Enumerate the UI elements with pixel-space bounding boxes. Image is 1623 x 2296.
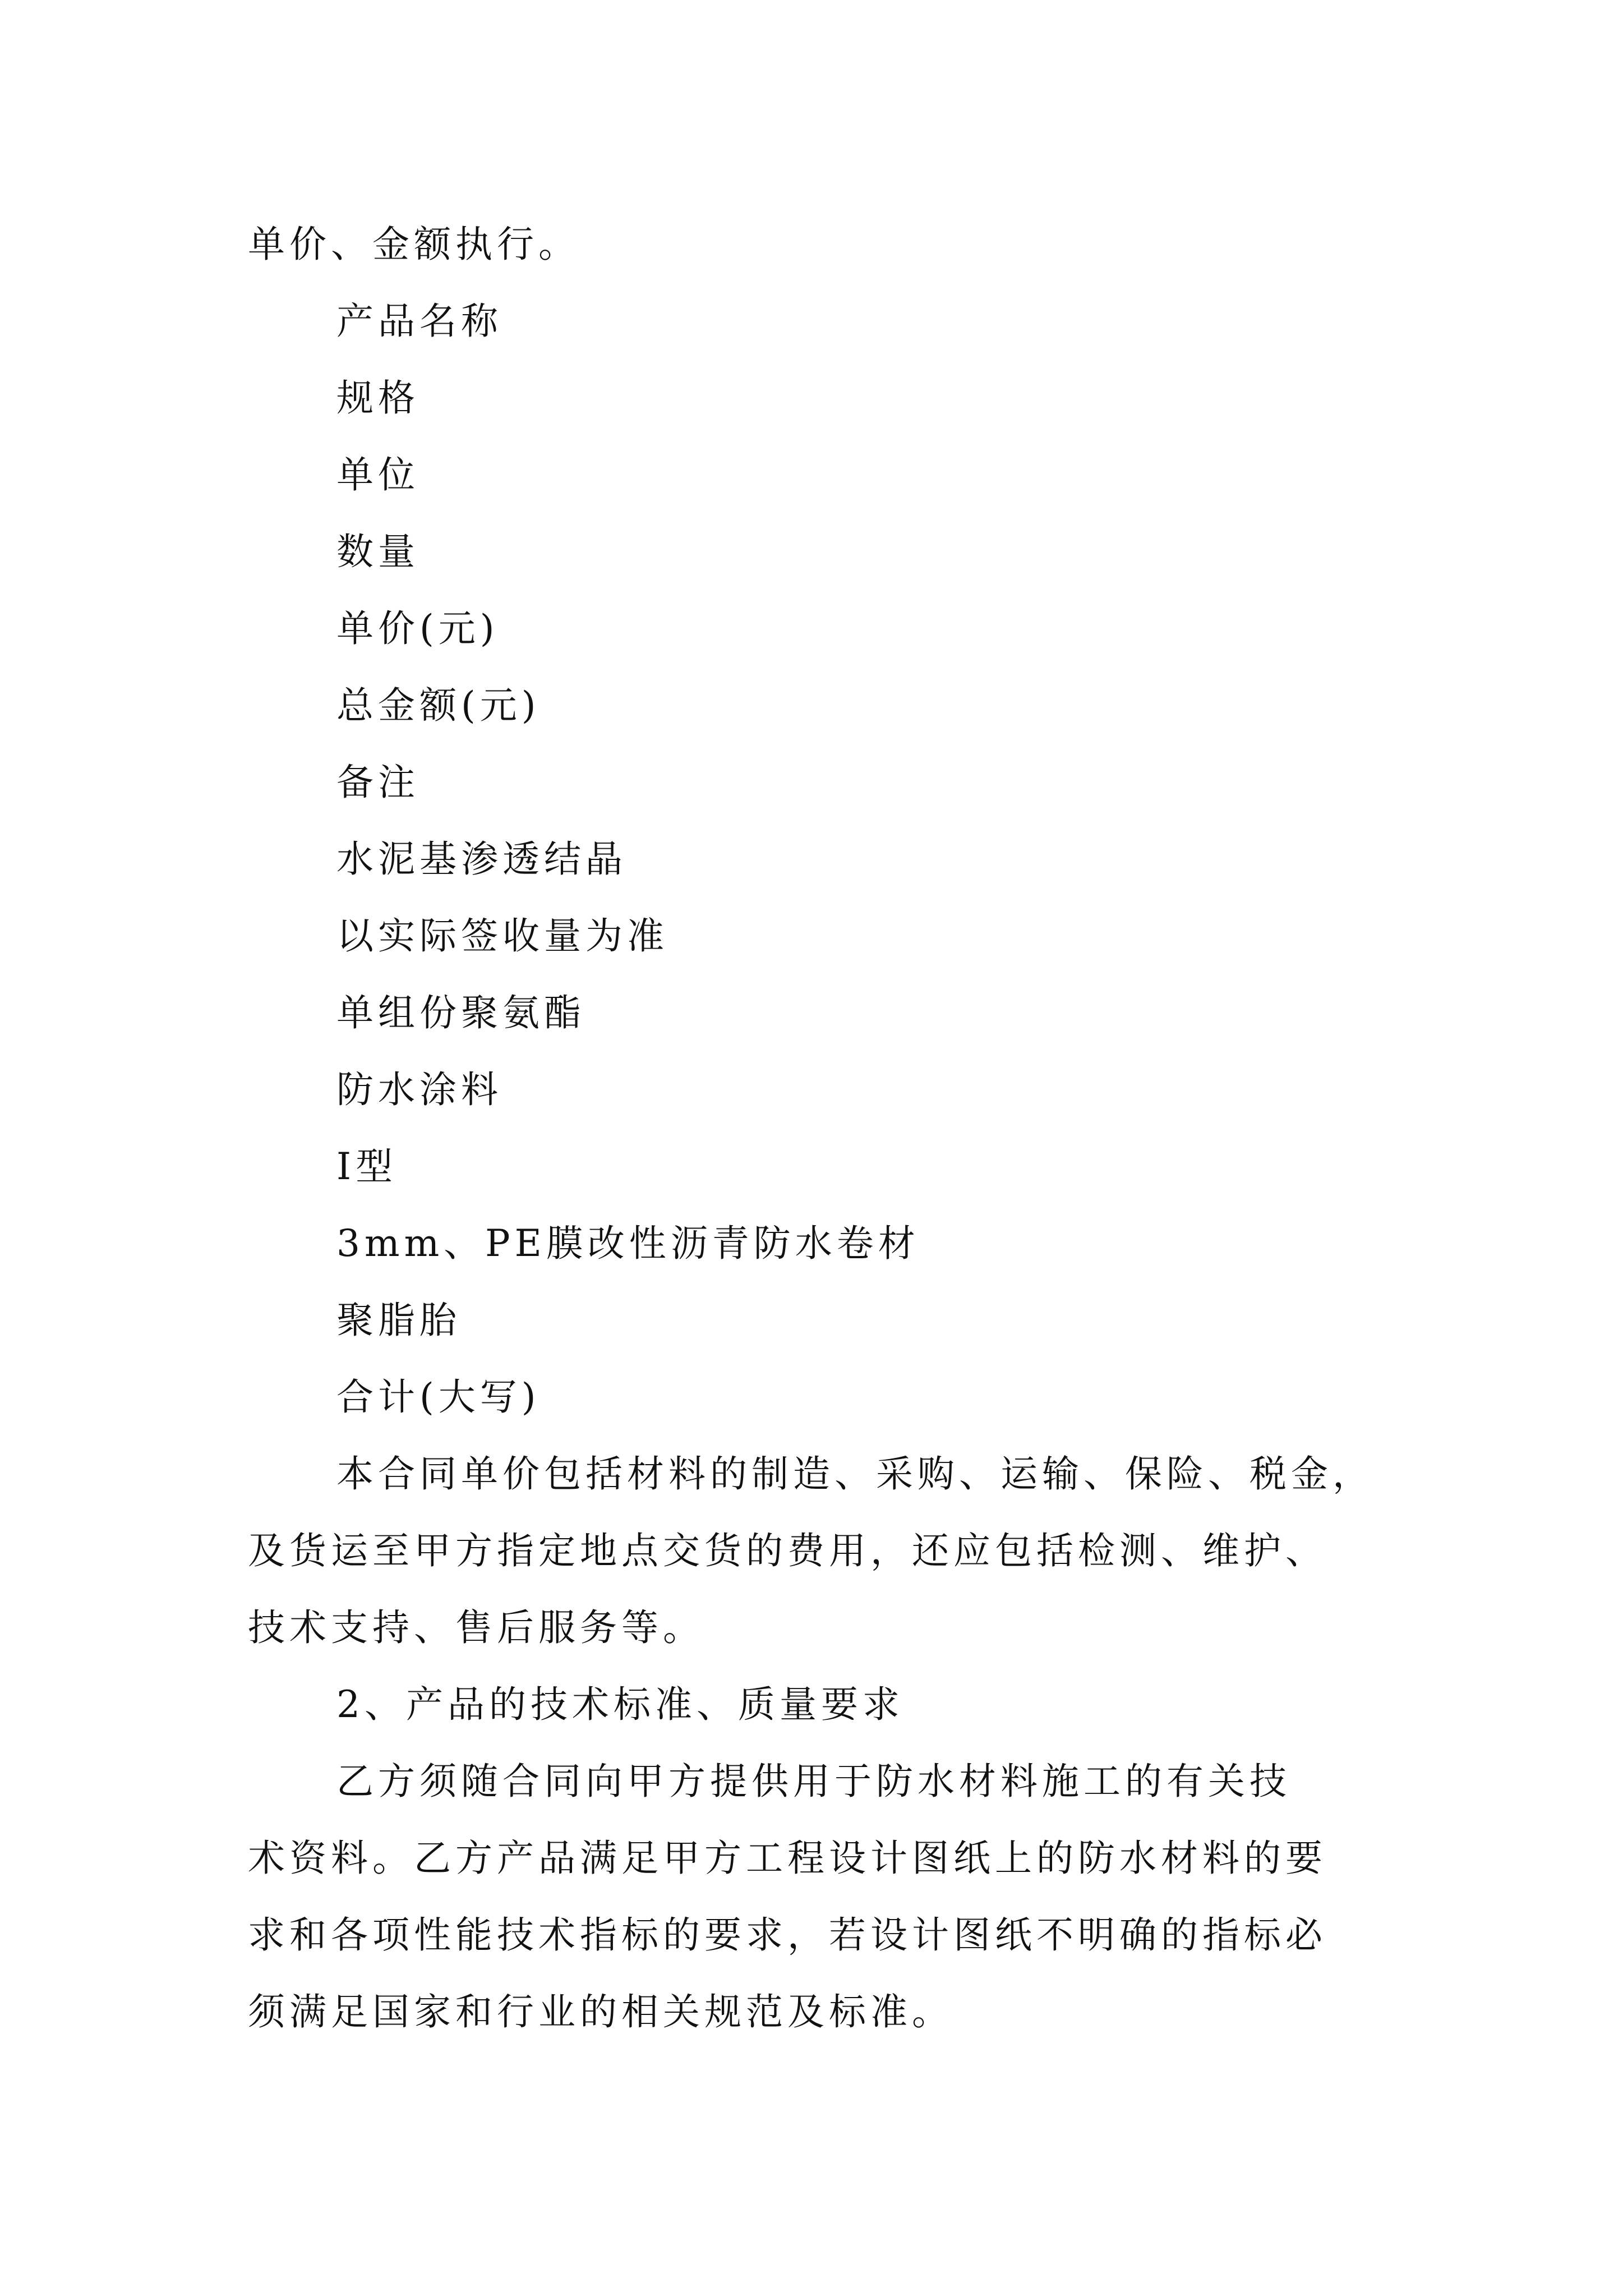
text-line-22: 术资料。乙方产品满足甲方工程设计图纸上的防水材料的要 xyxy=(248,1837,1327,1880)
text-line-6: 单价(元) xyxy=(336,607,499,650)
text-line-24: 须满足国家和行业的相关规范及标准。 xyxy=(248,1990,953,2033)
text-line-13: Ⅰ型 xyxy=(336,1145,398,1188)
text-line-16: 合计(大写) xyxy=(336,1375,541,1419)
text-line-3: 规格 xyxy=(336,376,419,420)
text-line-23: 求和各项性能技术指标的要求，若设计图纸不明确的指标必 xyxy=(248,1913,1327,1957)
text-line-20: 2、产品的技术标准、质量要求 xyxy=(336,1683,904,1726)
text-line-21: 乙方须随合同向甲方提供用于防水材料施工的有关技 xyxy=(336,1760,1291,1803)
text-line-9: 水泥基渗透结晶 xyxy=(336,838,627,881)
text-line-10: 以实际签收量为准 xyxy=(336,914,668,958)
text-line-4: 单位 xyxy=(336,453,419,496)
text-line-15: 聚脂胎 xyxy=(336,1299,461,1342)
text-line-17: 本合同单价包括材料的制造、采购、运输、保险、税金， xyxy=(336,1452,1374,1496)
text-line-19: 技术支持、售后服务等。 xyxy=(248,1606,704,1649)
text-line-18: 及货运至甲方指定地点交货的费用，还应包括检测、维护、 xyxy=(248,1529,1327,1572)
text-line-2: 产品名称 xyxy=(336,300,502,343)
text-line-12: 防水涂料 xyxy=(336,1068,502,1111)
text-line-8: 备注 xyxy=(336,761,419,804)
text-line-7: 总金额(元) xyxy=(336,684,541,727)
text-line-5: 数量 xyxy=(336,530,419,573)
text-line-1: 单价、金额执行。 xyxy=(248,223,580,266)
text-line-14: 3mm、PE膜改性沥青防水卷材 xyxy=(336,1222,920,1265)
text-line-11: 单组份聚氨酯 xyxy=(336,991,585,1034)
